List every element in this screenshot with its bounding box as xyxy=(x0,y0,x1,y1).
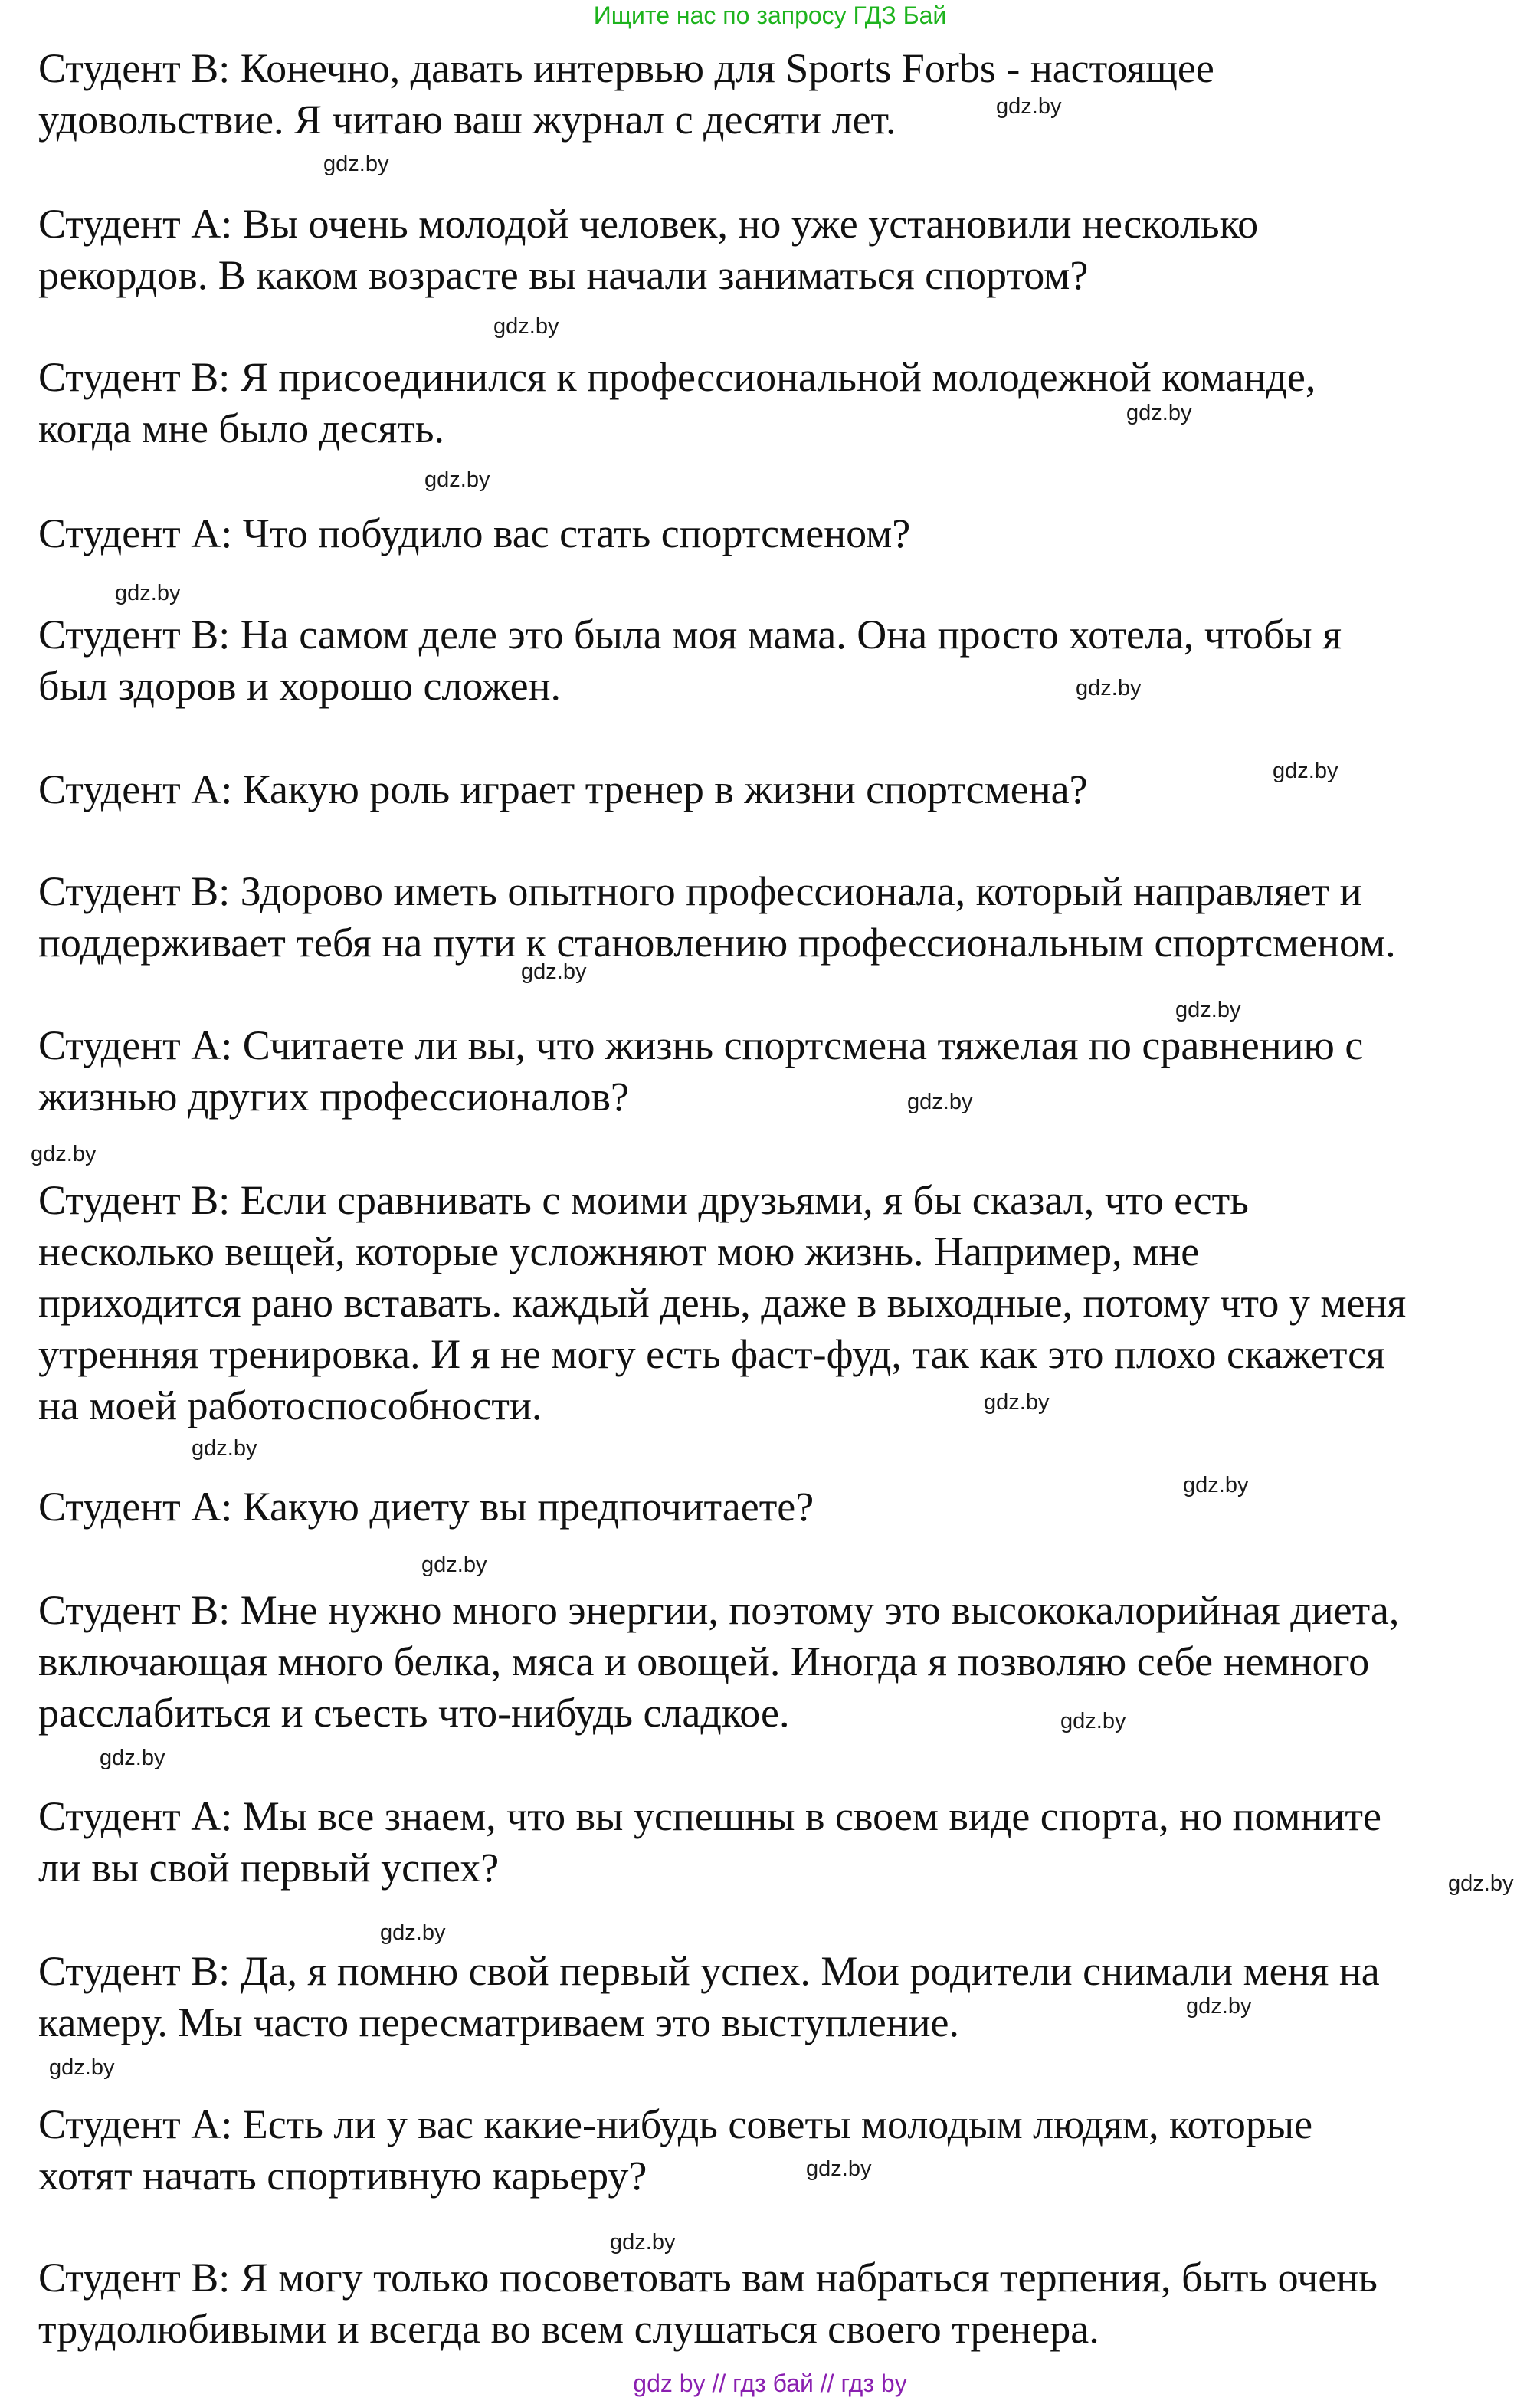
dialogue-entry-12 xyxy=(38,1791,1532,1894)
dialogue-line: Студент B: Конечно, давать интервью для Sports Forbs - настоящее xyxy=(38,45,1214,91)
watermark: gdz.by xyxy=(380,1920,446,1945)
dialogue-line: Студент A: Какую диету вы предпочитаете? xyxy=(38,1484,814,1530)
watermark: gdz.by xyxy=(610,2230,676,2255)
watermark: gdz.by xyxy=(1183,1473,1249,1497)
search-hint-link[interactable]: Ищите нас по запросу ГДЗ Бай xyxy=(593,2,947,29)
dialogue-line: хотят начать спортивную карьеру? xyxy=(38,2153,647,2199)
dialogue-line: утренняя тренировка. И я не могу есть фаст-фуд, так как это плохо скажется xyxy=(38,1331,1385,1377)
dialogue-line: Студент B: Если сравнивать с моими друзьями, я бы сказал, что есть xyxy=(38,1177,1249,1223)
dialogue-line: приходится рано вставать. каждый день, даже в выходные, потому что у меня xyxy=(38,1280,1407,1326)
watermark: gdz.by xyxy=(115,581,181,605)
dialogue-line: жизнью других профессионалов? xyxy=(38,1074,630,1120)
page-header xyxy=(0,0,1540,31)
dialogue-entry-7 xyxy=(38,866,1532,969)
watermark: gdz.by xyxy=(421,1553,487,1577)
dialogue-line: Студент A: Мы все знаем, что вы успешны в своем виде спорта, но помните xyxy=(38,1793,1381,1839)
watermark: gdz.by xyxy=(1273,759,1338,783)
dialogue-entry-3 xyxy=(38,352,1532,454)
dialogue-line: ли вы свой первый успех? xyxy=(38,1845,500,1891)
dialogue-entry-14 xyxy=(38,2099,1532,2202)
page-footer: gdz by // гдз бай // гдз by xyxy=(633,2370,907,2397)
watermark: gdz.by xyxy=(424,467,490,492)
watermark: gdz.by xyxy=(806,2156,872,2181)
dialogue-line: Студент B: Я присоединился к профессиональной молодежной команде, xyxy=(38,354,1316,400)
dialogue-entry-10 xyxy=(38,1481,1532,1533)
watermark: gdz.by xyxy=(1186,1994,1252,2019)
dialogue-entry-2 xyxy=(38,198,1532,301)
watermark: gdz.by xyxy=(323,152,389,176)
dialogue-line: Студент A: Что побудило вас стать спортсменом? xyxy=(38,510,911,556)
dialogue-line: был здоров и хорошо сложен. xyxy=(38,663,561,709)
dialogue-line: камеру. Мы часто пересматриваем это выступление. xyxy=(38,1999,960,2045)
watermark: gdz.by xyxy=(1076,676,1142,700)
dialogue-entry-5 xyxy=(38,609,1532,712)
dialogue-line: когда мне было десять. xyxy=(38,405,444,451)
dialogue-entry-11 xyxy=(38,1585,1532,1739)
dialogue-line: включающая много белка, мяса и овощей. Иногда я позволяю себе немного xyxy=(38,1638,1370,1684)
watermark: gdz.by xyxy=(907,1090,973,1114)
dialogue-line: Студент B: Здорово иметь опытного профессионала, который направляет и xyxy=(38,868,1362,914)
watermark: gdz.by xyxy=(100,1746,165,1770)
dialogue-line: Студент B: Да, я помню свой первый успех. Мои родители снимали меня на xyxy=(38,1948,1380,1994)
dialogue-entry-8 xyxy=(38,1020,1532,1123)
dialogue-line: Студент B: Мне нужно много энергии, поэтому это высококалорийная диета, xyxy=(38,1587,1400,1633)
watermark: gdz.by xyxy=(521,959,587,984)
watermark: gdz.by xyxy=(1175,998,1241,1022)
dialogue-entry-15 xyxy=(38,2252,1532,2355)
watermark: gdz.by xyxy=(996,94,1062,119)
watermark: gdz.by xyxy=(984,1390,1050,1415)
dialogue-line: на моей работоспособности. xyxy=(38,1382,542,1428)
dialogue-line: несколько вещей, которые усложняют мою жизнь. Например, мне xyxy=(38,1228,1200,1274)
dialogue-entry-13 xyxy=(38,1946,1532,2048)
dialogue-entry-1 xyxy=(38,43,1532,146)
dialogue-line: Студент A: Считаете ли вы, что жизнь спортсмена тяжелая по сравнению с xyxy=(38,1022,1364,1068)
dialogue-line: Студент A: Есть ли у вас какие-нибудь советы молодым людям, которые xyxy=(38,2101,1313,2147)
dialogue-line: трудолюбивыми и всегда во всем слушаться своего тренера. xyxy=(38,2306,1099,2352)
watermark: gdz.by xyxy=(1126,401,1192,425)
dialogue-line: расслабиться и съесть что-нибудь сладкое. xyxy=(38,1690,790,1736)
dialogue-line: Студент B: На самом деле это была моя мама. Она просто хотела, чтобы я xyxy=(38,612,1342,658)
dialogue-line: поддерживает тебя на пути к становлению профессиональным спортсменом. xyxy=(38,920,1396,966)
watermark: gdz.by xyxy=(1448,1871,1514,1896)
watermark: gdz.by xyxy=(493,314,559,339)
dialogue-line: Студент B: Я могу только посоветовать вам набраться терпения, быть очень xyxy=(38,2255,1378,2301)
dialogue-line: Студент A: Какую роль играет тренер в жизни спортсмена? xyxy=(38,766,1088,812)
dialogue-line: Студент A: Вы очень молодой человек, но уже установили несколько xyxy=(38,201,1259,247)
watermark: gdz.by xyxy=(1060,1709,1126,1733)
dialogue-line: рекордов. В каком возрасте вы начали заниматься спортом? xyxy=(38,252,1089,298)
dialogue-entry-4 xyxy=(38,508,1532,559)
watermark: gdz.by xyxy=(192,1436,257,1461)
watermark: gdz.by xyxy=(31,1142,97,1166)
dialogue-line: удовольствие. Я читаю ваш журнал с десяти лет. xyxy=(38,97,896,143)
dialogue-entry-9 xyxy=(38,1175,1532,1432)
watermark: gdz.by xyxy=(49,2055,115,2080)
